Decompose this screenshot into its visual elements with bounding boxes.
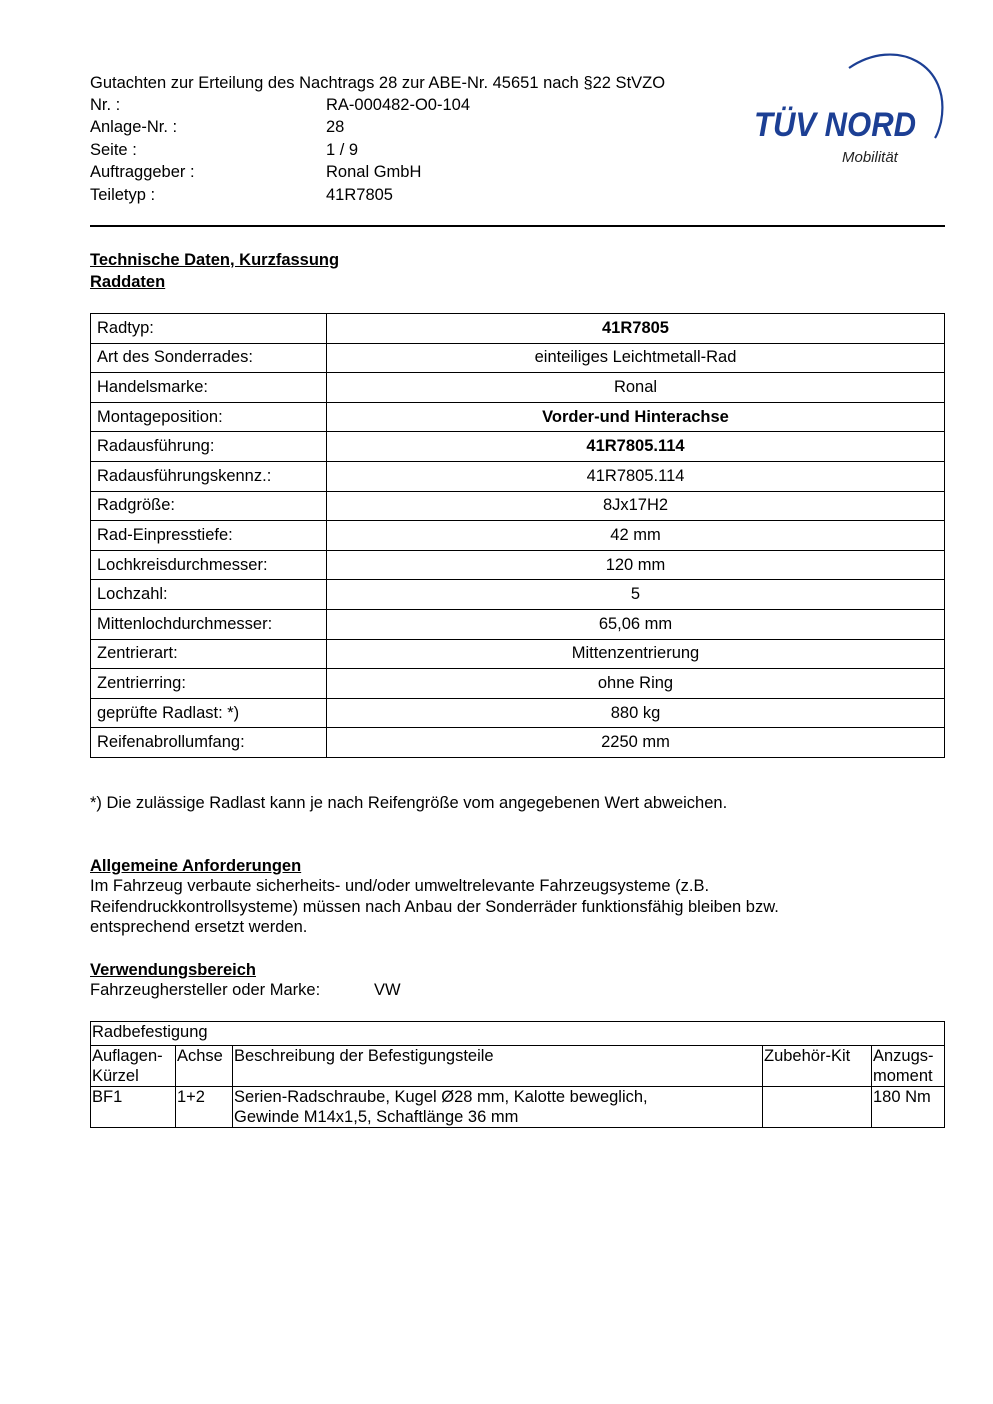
cell-achse: 1+2: [176, 1087, 233, 1128]
fahrzeughersteller-label: Fahrzeughersteller oder Marke:: [90, 981, 321, 999]
table-row: [91, 373, 945, 403]
table-caption: Radbefestigung: [91, 1022, 945, 1046]
section-title-allgemeine-anforderungen: Allgemeine Anforderungen: [90, 857, 302, 875]
raddaten-table: [90, 313, 945, 758]
logo-sub-text: Mobilität: [842, 149, 898, 166]
row-label: Radausführungskennz.:: [91, 461, 327, 491]
header-line: Kürzel: [92, 1067, 139, 1085]
row-value: 5: [327, 580, 945, 610]
row-label: Handelsmarke:: [91, 373, 327, 403]
paragraph-line: entsprechend ersetzt werden.: [90, 918, 308, 936]
tuv-nord-logo: [748, 48, 948, 172]
table-row: [91, 639, 945, 669]
row-label: Radausführung:: [91, 432, 327, 462]
header-value: 1 / 9: [326, 140, 359, 159]
section-subtitle-raddaten: Raddaten: [90, 273, 166, 291]
row-value: 42 mm: [327, 521, 945, 551]
header-moment: [872, 1046, 945, 1087]
paragraph-line: Reifendruckkontrollsysteme) müssen nach Anbau der Sonderräder funktionsfähig bleiben bzw.: [90, 897, 779, 916]
radbefestigung-table: [90, 1021, 945, 1128]
logo-main-text: TÜV NORD: [754, 106, 916, 144]
table-row: [91, 314, 945, 344]
table-row: [91, 1087, 945, 1128]
table-row: [91, 432, 945, 462]
header-line: Auflagen-: [92, 1047, 163, 1065]
table-row: [91, 521, 945, 551]
paragraph-line: Im Fahrzeug verbaute sicherheits- und/oder umweltrelevante Fahrzeugsysteme (z.B.: [90, 877, 710, 895]
row-label: Rad-Einpresstiefe:: [91, 521, 327, 551]
row-label: Radgröße:: [91, 491, 327, 521]
table-row: [91, 491, 945, 521]
row-value: 120 mm: [327, 550, 945, 580]
table-header-row: [91, 1046, 945, 1087]
row-label: Montageposition:: [91, 402, 327, 432]
header-divider: [90, 225, 945, 227]
header-line: Anzugs-: [873, 1047, 934, 1065]
row-value: Ronal: [327, 373, 945, 403]
header-key: Auftraggeber :: [90, 163, 195, 182]
header-achse: Achse: [176, 1046, 233, 1087]
allgemeine-anforderungen-text: [90, 876, 950, 938]
header-key: Seite :: [90, 140, 137, 159]
table-row: [91, 698, 945, 728]
row-label: Art des Sonderrades:: [91, 343, 327, 373]
row-value: 41R7805.114: [327, 461, 945, 491]
cell-kuerzel: BF1: [91, 1087, 176, 1128]
row-value: 2250 mm: [327, 728, 945, 758]
row-label: Lochkreisdurchmesser:: [91, 550, 327, 580]
header-key: Nr. :: [90, 96, 121, 114]
header-row-nr: [90, 94, 470, 116]
row-value: 41R7805: [327, 314, 945, 344]
document-title: Gutachten zur Erteilung des Nachtrags 28 zur ABE-Nr. 45651 nach §22 StVZO: [90, 74, 666, 92]
header-zubehoer: Zubehör-Kit: [763, 1046, 872, 1087]
row-label: Lochzahl:: [91, 580, 327, 610]
table-row: [91, 609, 945, 639]
description-line: Serien-Radschraube, Kugel Ø28 mm, Kalotte beweglich,: [234, 1088, 648, 1106]
radlast-footnote: *) Die zulässige Radlast kann je nach Reifengröße vom angegebenen Wert abweichen.: [90, 794, 728, 812]
row-value: Vorder-und Hinterachse: [327, 402, 945, 432]
table-row: [91, 343, 945, 373]
header-row-anlage: [90, 116, 470, 138]
section-title-verwendungsbereich: Verwendungsbereich: [90, 961, 256, 979]
row-value: 880 kg: [327, 698, 945, 728]
row-label: Radtyp:: [91, 314, 327, 344]
row-value: 65,06 mm: [327, 609, 945, 639]
table-row: [91, 461, 945, 491]
table-row: [91, 669, 945, 699]
row-label: Zentrierring:: [91, 669, 327, 699]
table-row: [91, 550, 945, 580]
header-value: Ronal GmbH: [326, 163, 422, 182]
row-value: ohne Ring: [327, 669, 945, 699]
row-label: geprüfte Radlast: *): [91, 698, 327, 728]
cell-moment: 180 Nm: [872, 1087, 945, 1128]
description-line: Gewinde M14x1,5, Schaftlänge 36 mm: [234, 1108, 519, 1126]
cell-zubehoer: [763, 1087, 872, 1128]
header-info: [90, 94, 470, 206]
header-row-teiletyp: [90, 184, 470, 206]
header-value: 41R7805: [326, 185, 393, 204]
table-caption-row: [91, 1022, 945, 1046]
fahrzeughersteller-line: [90, 980, 401, 1000]
row-value: einteiliges Leichtmetall-Rad: [327, 343, 945, 373]
row-value: 41R7805.114: [327, 432, 945, 462]
table-row: [91, 580, 945, 610]
header-beschreibung: Beschreibung der Befestigungsteile: [233, 1046, 763, 1087]
table-row: [91, 402, 945, 432]
section-title-technische-daten: Technische Daten, Kurzfassung: [90, 251, 340, 269]
fahrzeughersteller-value: VW: [374, 981, 401, 999]
header-value: 28: [326, 118, 345, 137]
row-label: Reifenabrollumfang:: [91, 728, 327, 758]
header-row-seite: [90, 139, 470, 161]
row-label: Zentrierart:: [91, 639, 327, 669]
header-value: RA-000482-O0-104: [326, 96, 471, 114]
row-label: Mittenlochdurchmesser:: [91, 609, 327, 639]
header-key: Teiletyp :: [90, 185, 156, 204]
header-line: moment: [873, 1067, 933, 1085]
header-row-auftraggeber: [90, 161, 470, 183]
header-key: Anlage-Nr. :: [90, 118, 178, 137]
header-kuerzel: [91, 1046, 176, 1087]
cell-beschreibung: [233, 1087, 763, 1128]
row-value: Mittenzentrierung: [327, 639, 945, 669]
table-row: [91, 728, 945, 758]
row-value: 8Jx17H2: [327, 491, 945, 521]
